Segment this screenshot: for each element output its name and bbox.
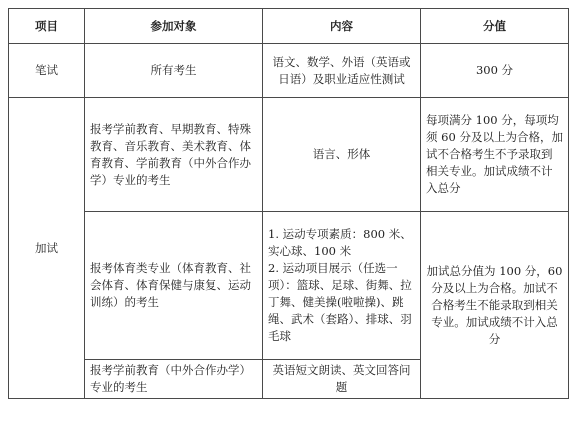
extra-target-cell-3: 报考学前教育（中外合作办学）专业的考生 [85,360,263,399]
extra-target-cell-1: 报考学前教育、早期教育、特殊教育、音乐教育、美术教育、体育教育、学前教育（中外合作办学）专业的考生 [85,98,263,212]
written-score-cell: 300 分 [421,44,569,98]
written-exam-row [9,44,569,98]
header-target: 参加对象 [85,9,263,44]
extra-item-cell: 加试 [9,98,85,399]
extra-score-cell-1: 每项满分 100 分，每项均须 60 分及以上为合格，加试不合格考生不予录取到相关专业。加试成绩不计入总分 [421,98,569,212]
extra-score-cell-2: 加试总分值为 100 分，60 分及以上为合格。加试不合格考生不能录取到相关专业。加试成绩不计入总分 [421,212,569,399]
header-content: 内容 [263,9,421,44]
extra-content-cell-1: 语言、形体 [263,98,421,212]
written-content-cell: 语文、数学、外语（英语或日语）及职业适应性测试 [263,44,421,98]
written-target-cell: 所有考生 [85,44,263,98]
extra-content-cell-2 [263,212,421,360]
extra-exam-row-2 [9,212,569,360]
extra-content-cell-3: 英语短文朗读、英文回答问题 [263,360,421,399]
extra-exam-row-1 [9,98,569,212]
extra-content-line-1: 1. 运动专项素质：800 米、实心球、100 米 [268,227,412,258]
exam-requirements-table [8,8,569,399]
header-row [9,9,569,44]
header-item: 项目 [9,9,85,44]
extra-content-line-2: 2. 运动项目展示（任选一项）：篮球、足球、街舞、拉丁舞、健美操(啦啦操)、跳绳、武术（套路）、排球、羽毛球 [268,261,412,343]
header-score: 分值 [421,9,569,44]
extra-target-cell-2: 报考体育类专业（体育教育、社会体育、体育保健与康复、运动训练）的考生 [85,212,263,360]
written-item-cell: 笔试 [9,44,85,98]
exam-table-container [8,8,568,399]
